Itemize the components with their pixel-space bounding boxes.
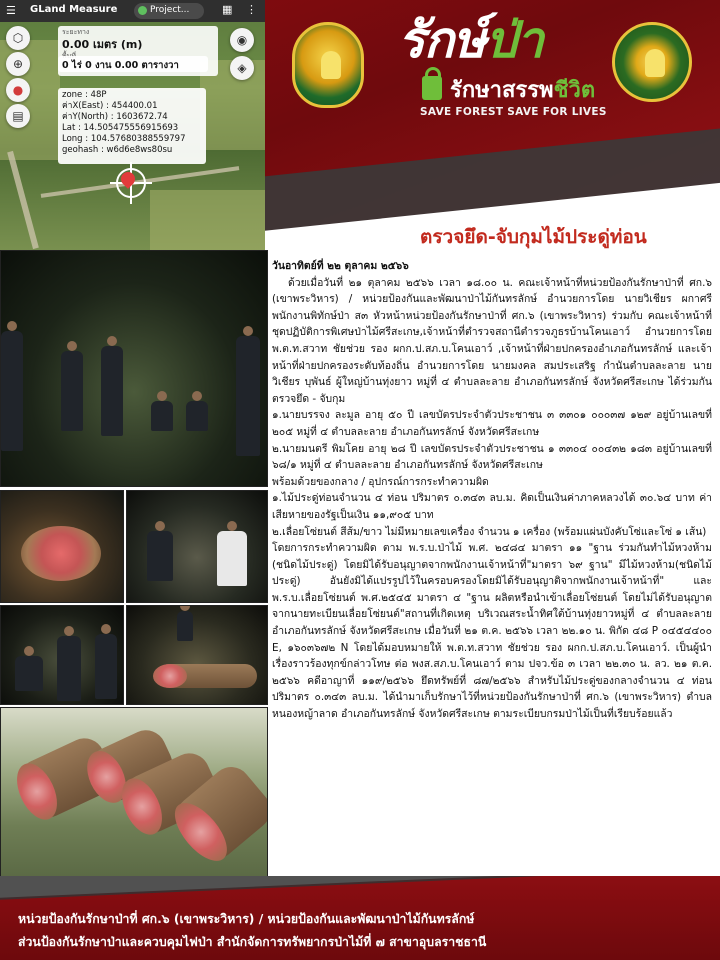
length-label: ระยะทาง (62, 28, 90, 36)
footer-unit-line: หน่วยป้องกันรักษาป่าที่ ศก.๖ (เขาพระวิหาร) / หน่วยป้องกันและพัฒนาป่าไม้กันทรลักษ์ (18, 912, 475, 926)
report-date: วันอาทิตย์ที่ ๒๒ ตุลาคม ๒๕๖๖ (272, 260, 409, 272)
footer-banner (0, 876, 720, 960)
layers-icon: ◈ (237, 61, 247, 75)
kneeling-officer-figure (15, 656, 43, 691)
officer-figure (57, 636, 81, 701)
more-icon[interactable]: ⋮ (246, 3, 257, 16)
gland-measure-screenshot (0, 0, 265, 252)
officer-figure (147, 531, 173, 581)
calculator-button[interactable] (6, 104, 30, 128)
map-pin-icon: ● (12, 83, 24, 97)
officer-figure (95, 634, 117, 699)
map-road (7, 151, 39, 249)
night-arrest-photo (0, 250, 268, 487)
geohash-readout: geohash : w6d6e8ws80su (62, 145, 173, 155)
evidence-item-1: ๑.ไม้ประดู่ท่อนจำนวน ๔ ท่อน ปริมาตร ๐.๓๔๓ ลบ.ม. คิดเป็นเงินค่าภาคหลวงได้ ๓๐.๖๔ บาท ค่าเสียหายของรัฐเป็นเงิน ๑๑,๙๐๕ บาท (272, 492, 712, 521)
calculator-icon: ▤ (12, 109, 24, 123)
app-bar (0, 0, 265, 22)
officer-figure (236, 336, 260, 456)
footer-office-line: ส่วนป้องกันรักษาป่าและควบคุมไฟป่า สำนักจัดการทรัพยากรป่าไม้ที่ ๗ สาขาอุบลราชธานี (18, 935, 487, 949)
logo-sub-text: รักษาสรรพชีวิต (450, 78, 596, 103)
seized-logs-photo (0, 707, 268, 877)
log-evidence-night-photo (126, 605, 268, 705)
officer-figure (217, 531, 247, 586)
person-figure (61, 351, 83, 431)
suspect-2: ๒.นายมนตรี พิมโคย อายุ ๒๘ ปี เลขบัตรประจำตัวประชาชน ๑ ๓๓๐๔ ๐๐๔๓๒ ๑๘๓ อยู่บ้านเลขที่ ๖๘/๑ หมู่ที่ ๔ ตำบลละลาย อำเภอกันทรลักษ์ จังหวัดศรีสะเกษ (272, 442, 712, 472)
eye-icon: ◉ (236, 33, 248, 47)
officer-figure (1, 331, 23, 451)
visibility-button[interactable] (230, 28, 254, 52)
log-piece (157, 664, 257, 688)
evidence-item-2: ๒.เลื่อยโซ่ยนต์ สีส้ม/ขาว ไม่มีหมายเลขเครื่อง จำนวน ๑ เครื่อง (พร้อมแผ่นบังคับโซ่และโซ่ ๑ เส้น) (272, 525, 707, 538)
chainsaw-inspection-photo (126, 490, 268, 603)
logo-tagline: SAVE FOREST SAVE FOR LIVES (420, 106, 607, 118)
lock-icon (422, 76, 442, 100)
evidence-heading: พร้อมด้วยของกลาง / อุปกรณ์การกระทำความผิด (272, 475, 489, 488)
east-readout: ค่าX(East) : 454400.01 (62, 101, 158, 111)
long-readout: Long : 104.57680388559797 (62, 134, 186, 144)
grid-icon[interactable]: ▦ (222, 3, 233, 16)
offense-paragraph: โดยการกระทำความผิด ตาม พ.ร.บ.ป่าไม้ พ.ศ. ๒๔๘๔ มาตรา ๑๑ "ฐาน ร่วมกันทำไม้หวงห้าม (ชนิดไม้ประดู่) โดยมิได้รับอนุญาตจากพนักงานเจ้าหน้าที่"มาตรา ๖๙ ฐาน" มีไม้หวงห้าม(ชนิดไม้ประดู่) อันยังมิได้แปรรูปไว้ในครอบครองโดยมิได้รับอนุญาติจากพนักงานเจ้าหน้าที่" และ พ.ร.บ.เลื่อยโซ่ยนต์ พ.ศ.๒๕๔๕ มาตรา ๔ "ฐาน ผลิตหรือนำเข้าเลื่อยโซ่ยนต์ โดยไม่ได้รับอนุญาตจากนายทะเบียนเลื่อยโซ่ยนต์"สถานที่เกิดเหตุ บริเวณสระน้ำทิศใต้บ้านทุ่งยาวหมู่ที่ ๔ ตำบลละลาย อำเภอกันทรลักษ์ จังหวัดศรีสะเกษ เมื่อวันที่ ๒๑ ต.ค. ๒๕๖๖ เวลา ๒๒.๑๐ น. พิกัด ๔๘ P ๐๔๕๔๔๐๐ E, ๑๖๐๓๖๗๒ N โดยได้มอบหมายให้ พ.ต.ท.สวาท ชัยช่วย รอง ผกก.ป.สภ.บ.โคนเอาว์. เป็นผู้นำเรื่องราวร้องทุกข์กล่าวโทษ ต่อ พงส.สภ.บ.โคนเอาว์ ตาม ปจว.ข้อ ๓ เวลา ๒๒.๓๐ น. ลว. ๒๑ ต.ค. ๒๕๖๖ คดีอาญาที่ ๑๑๙/๒๕๖๖ ยึดทรัพย์ที่ ๘๗/๒๕๖๖ สำหรับไม้ประดู่ของกลางจำนวน ๔ ท่อน ปริมาตร ๐.๓๔๓ ลบ.ม. ได้นำมาเก็บรักษาไว้ที่หน่วยป้องกันรักษาป่าที่ ศก.๖ (เขาพระวิหาร) ตำบลหนองหญ้าลาด อำเภอกันทรลักษ์ จังหวัดศรีสะเกษ ตามระเบียบกรมป่าไม้เป็นที่เรียบร้อยแล้ว (272, 542, 712, 721)
lat-readout: Lat : 14.505475556915693 (62, 123, 179, 133)
crosshair-icon: ⊕ (12, 57, 24, 71)
tree-stump-photo (0, 490, 124, 603)
report-body (272, 258, 712, 878)
project-selector[interactable]: Project... (134, 3, 204, 19)
page-title: ตรวจยึด-จับกุมไม้ประดู่ท่อน (420, 226, 647, 248)
royal-forest-seal-left (292, 22, 364, 108)
suspect-1: ๑.นายบรรจง ละมูล อายุ ๕๐ ปี เลขบัตรประจำตัวประชาชน ๓ ๓๓๐๑ ๐๐๐๓๗ ๑๒๙ อยู่บ้านเลขที่ ๒๐๕ หมู่ที่ ๔ ตำบลละลาย อำเภอกันทรลักษ์ จังหวัดศรีสะเกษ (272, 409, 712, 438)
footer-dark-slash (0, 876, 720, 901)
length-value[interactable]: 0.00 เมตร (m) (62, 38, 143, 51)
seated-person-figure (186, 401, 208, 431)
locate-button[interactable] (6, 52, 30, 76)
person-figure (101, 346, 123, 436)
north-readout: ค่าY(North) : 1603672.74 (62, 112, 168, 122)
cut-stump (21, 526, 101, 581)
report-paragraph: ด้วยเมื่อวันที่ ๒๑ ตุลาคม ๒๕๖๖ เวลา ๑๘.๐๐ น. คณะเจ้าหน้าที่หน่วยป้องกันรักษาป่าที่ ศก.๖ (เขาพระวิหาร) / หน่วยป้องกันและพัฒนาป่าไม้กันทรลักษ์ อำนวยการโดย นายวิเชียร ผกาศรี พนักงานพิทักษ์ป่า ส๓ หัวหน้าหน่วยป้องกันรักษาป่าที่ ศก.๖ (เขาพระวิหาร) ร่วมกับ คณะเจ้าหน้าที่ชุดปฏิบัติการพิเศษป่าไม้ศรีสะเกษ,เจ้าหน้าที่ตำรวจสถานีตำรวจภูธรบ้านโคนเอาว์ อำนวยการโดย พ.ต.ท.สวาท ชัยช่วย รอง ผกก.ป.สภ.บ.โคนเอาว์ ,เจ้าหน้าที่ฝ่ายปกครองอำเภอกันทรลักษ์ และเจ้าหน้าที่ฝ่ายปกครองระดับท้องถิ่น อำนวยการโดย นายมงคล สมประเสริฐ กำนันตำบลละลาย นายวิเชียร บุพันธ์ ผู้ใหญ่บ้านทุ่งยาว หมู่ที่ ๔ ตำบลละลาย อำเภอกันทรลักษ์ จังหวัดศรีสะเกษ ได้ร่วมกันตรวจยึด - จับกุม (272, 276, 712, 405)
polygon-icon: ⬡ (12, 31, 24, 45)
seated-person-figure (151, 401, 173, 431)
location-pin-button[interactable] (6, 78, 30, 102)
area-value[interactable]: 0 ไร่ 0 งาน 0.00 ตารางวา (58, 56, 208, 72)
officers-night-photo (0, 605, 124, 705)
map-field (150, 190, 265, 252)
royal-forest-department-seal (612, 22, 692, 102)
save-forest-logo (398, 10, 608, 130)
person-figure (177, 611, 193, 641)
menu-icon[interactable]: ☰ (6, 4, 16, 17)
layers-button[interactable] (230, 56, 254, 80)
app-title: GLand Measure (30, 4, 118, 15)
zone-readout: zone : 48P (62, 90, 107, 100)
polygon-tool-button[interactable] (6, 26, 30, 50)
logo-main-text: รักษ์ป่า (398, 11, 543, 69)
coordinate-panel (58, 88, 206, 164)
